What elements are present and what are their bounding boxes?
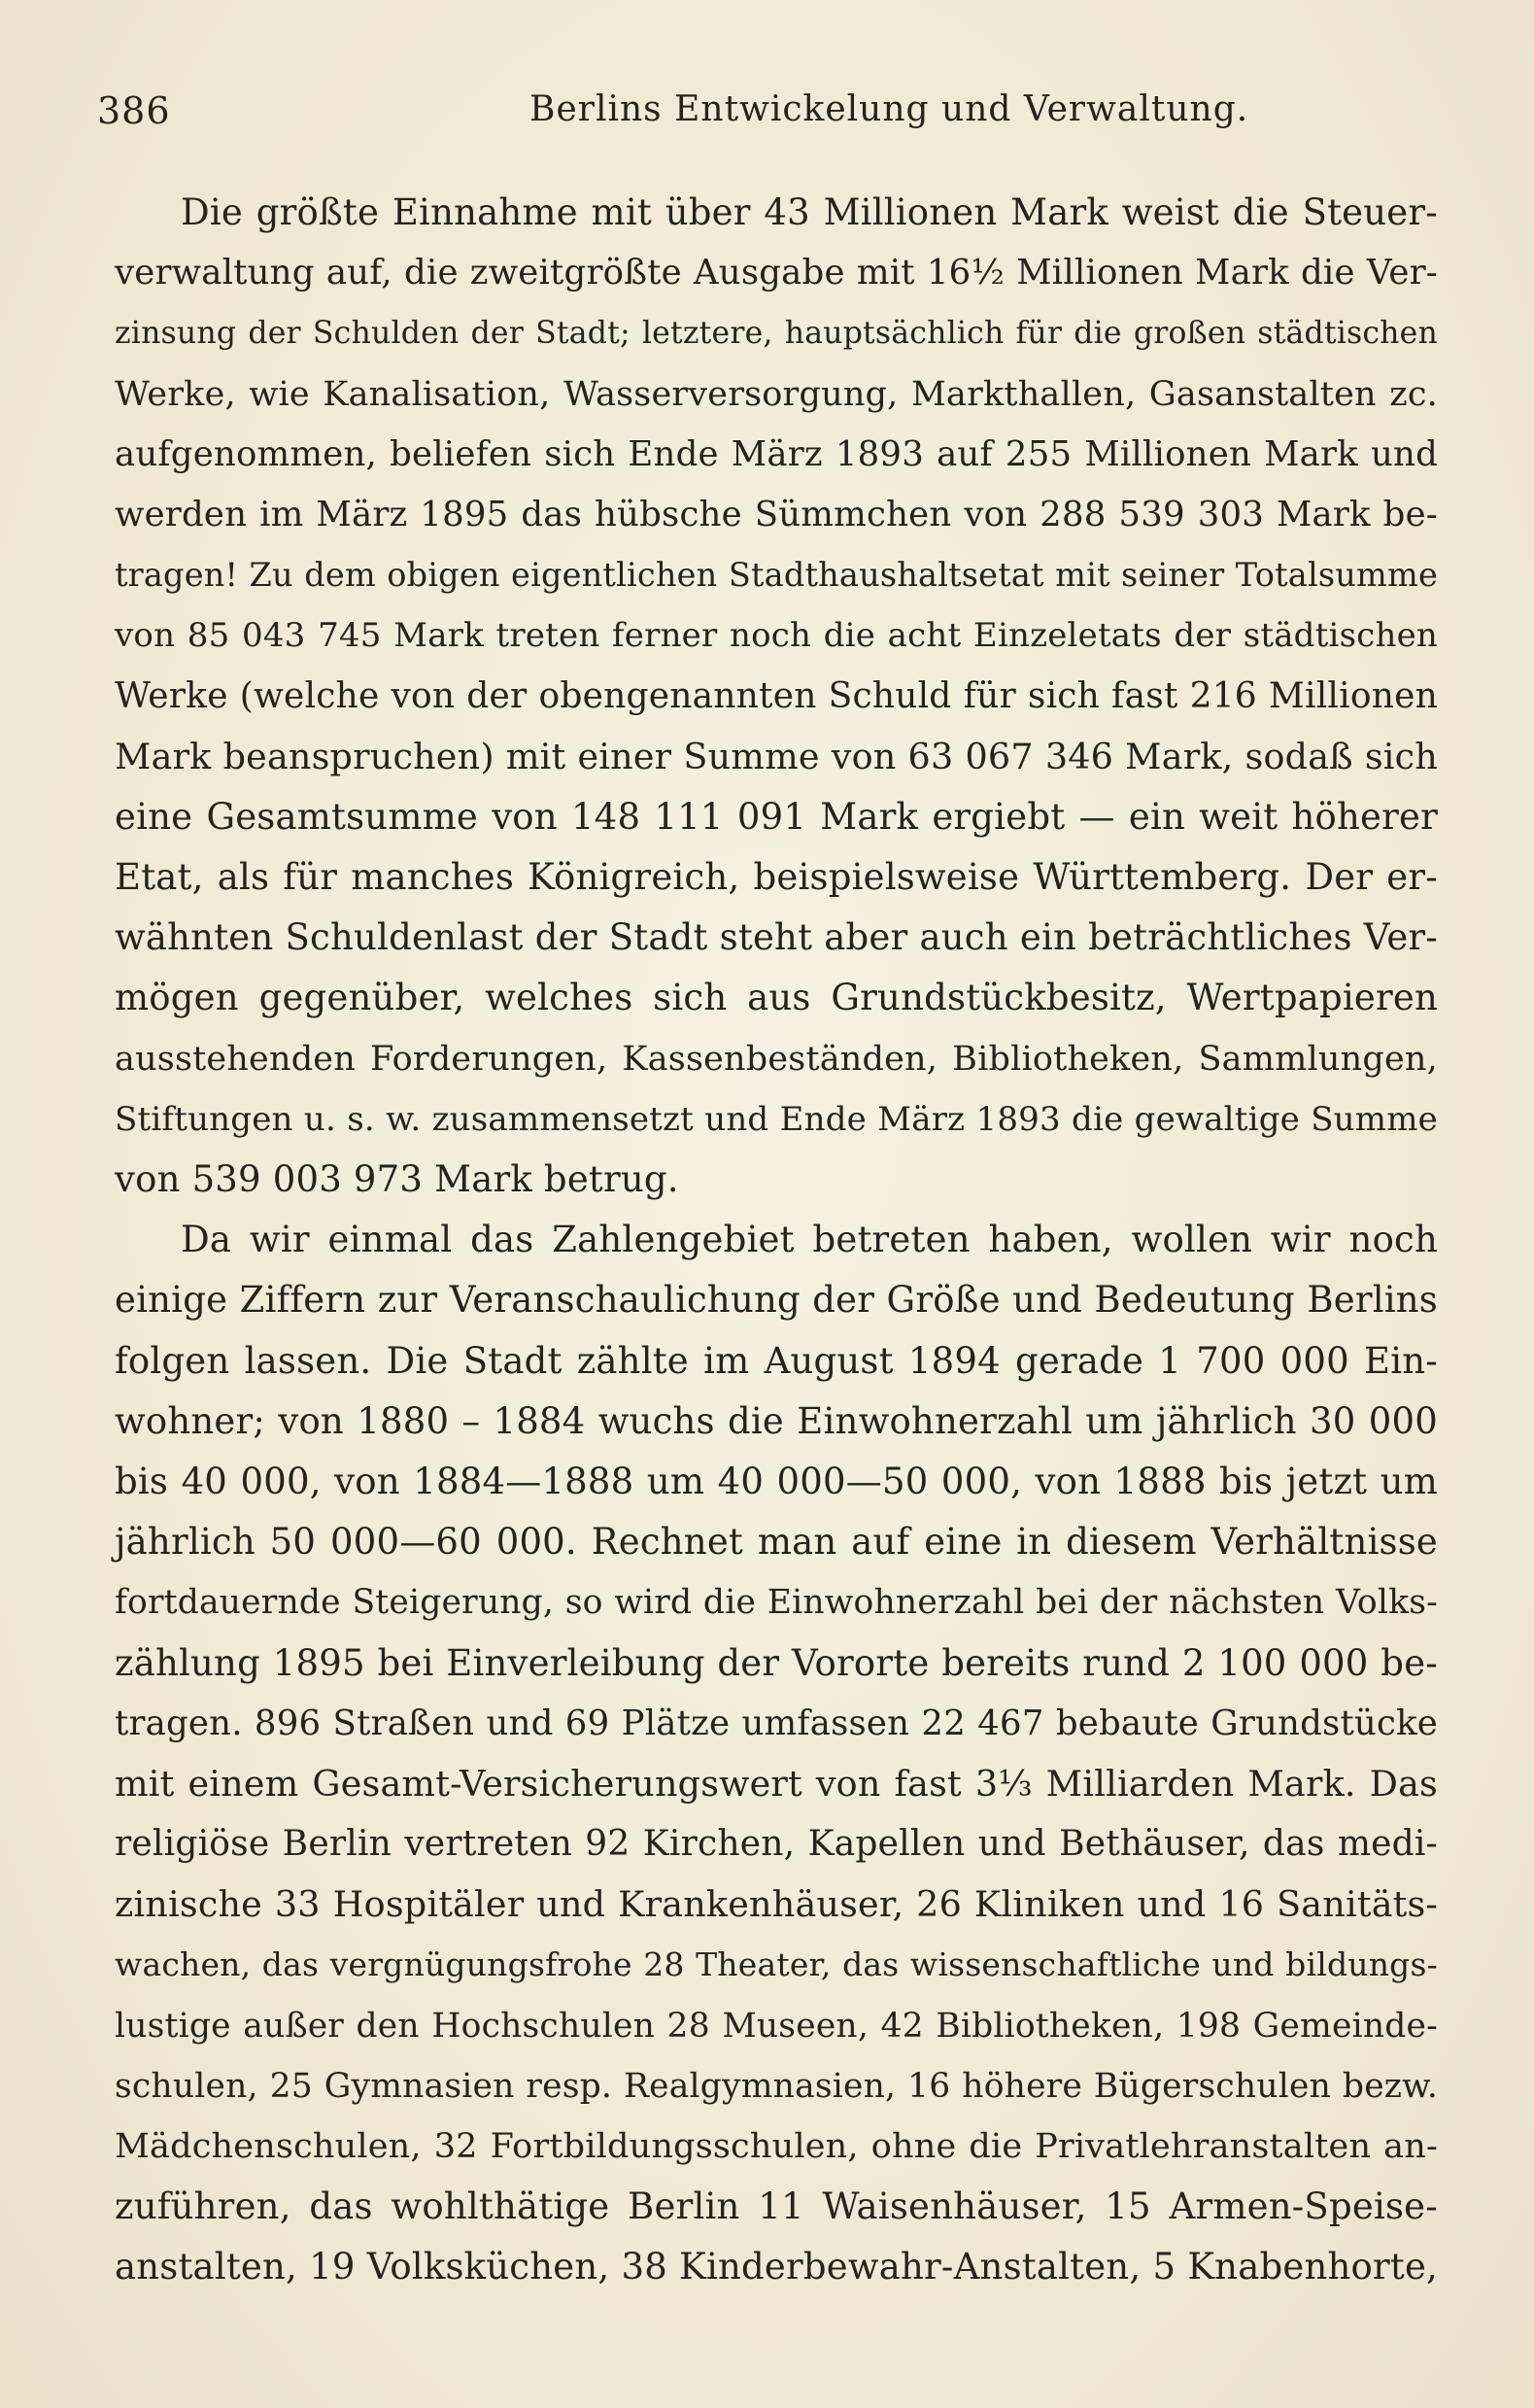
text-line: ausstehenden Forderungen, Kassenbeständen, Bibliotheken, Sammlungen, (115, 1039, 1438, 1079)
text-line: wohner; von 1880 – 1884 wuchs die Einwohnerzahl um jährlich 30 000 (115, 1399, 1438, 1442)
text-line: Werke (welche von der obengenannten Schuld für sich fast 216 Millionen (115, 675, 1438, 716)
text-line: eine Gesamtsumme von 148 111 091 Mark ergiebt — ein weit höherer (115, 795, 1438, 838)
running-title: Berlins Entwickelung und Verwaltung. (529, 89, 1249, 129)
text-line: mit einem Gesamt-Versicherungswert von fast 3⅓ Milliarden Mark. Das (115, 1762, 1438, 1805)
text-line: von 539 003 973 Mark betrug. (115, 1158, 679, 1200)
text-line: religiöse Berlin vertreten 92 Kirchen, Kapellen und Bethäuser, das medi- (115, 1824, 1438, 1865)
text-line: tragen! Zu dem obigen eigentlichen Stadthaushaltsetat mit seiner Totalsumme (115, 556, 1438, 595)
text-line: Die größte Einnahme mit über 43 Millionen Mark weist die Steuer- (181, 191, 1438, 233)
text-line: mögen gegenüber, welches sich aus Grundstückbesitz, Wertpapieren (115, 977, 1438, 1019)
text-line: Stiftungen u. s. w. zusammensetzt und Ende März 1893 die gewaltige Summe (115, 1099, 1438, 1139)
text-line: anstalten, 19 Volksküchen, 38 Kinderbewahr-Anstalten, 5 Knabenhorte, (115, 2246, 1438, 2288)
text-line: einige Ziffern zur Veranschaulichung der Größe und Bedeutung Berlins (115, 1279, 1438, 1322)
text-line: von 85 043 745 Mark treten ferner noch die acht Einzeletats der städtischen (115, 616, 1438, 656)
text-line: schulen, 25 Gymnasien resp. Realgymnasien, 16 höhere Bügerschulen bezw. (115, 2066, 1438, 2106)
page-number: 386 (97, 89, 171, 132)
text-line: werden im März 1895 das hübsche Sümmchen von 288 539 303 Mark be- (115, 494, 1438, 534)
text-line: Da wir einmal das Zahlengebiet betreten haben, wollen wir noch (181, 1219, 1438, 1261)
paragraph (115, 1210, 1438, 2297)
text-line: bis 40 000, von 1884—1888 um 40 000—50 000, von 1888 bis jetzt um (115, 1460, 1438, 1502)
text-line: Etat, als für manches Königreich, beispielsweise Württemberg. Der er- (115, 856, 1438, 899)
text-line: tragen. 896 Straßen und 69 Plätze umfassen 22 467 bebaute Grundstücke (115, 1703, 1438, 1743)
text-line: jährlich 50 000—60 000. Rechnet man auf eine in diesem Verhältnisse (115, 1521, 1438, 1564)
text-line: zuführen, das wohlthätige Berlin 11 Waisenhäuser, 15 Armen-Speise- (115, 2185, 1438, 2228)
text-line: zinische 33 Hospitäler und Krankenhäuser, 26 Kliniken und 16 Sanitäts- (115, 1883, 1438, 1926)
text-line: zinsung der Schulden der Stadt; letztere, hauptsächlich für die großen städtischen (115, 316, 1438, 352)
text-line: aufgenommen, beliefen sich Ende März 1893 auf 255 Millionen Mark und (115, 433, 1438, 474)
text-line: lustige außer den Hochschulen 28 Museen, 42 Bibliotheken, 198 Gemeinde- (115, 2006, 1438, 2046)
text-line: Mark beanspruchen) mit einer Summe von 63 067 346 Mark, sodaß sich (115, 735, 1438, 777)
text-line: wachen, das vergnügungsfrohe 28 Theater, das wissenschaftliche und bildungs- (115, 1945, 1438, 1984)
text-line: verwaltung auf, die zweitgrößte Ausgabe mit 16½ Millionen Mark die Ver- (115, 253, 1438, 293)
paragraph (115, 183, 1438, 1210)
text-line: Mädchenschulen, 32 Fortbildungsschulen, ohne die Privatlehranstalten an- (115, 2127, 1438, 2166)
text-line: zählung 1895 bei Einverleibung der Vororte bereits rund 2 100 000 be- (115, 1641, 1438, 1684)
body-text (115, 183, 1438, 2298)
text-line: Werke, wie Kanalisation, Wasserversorgung, Markthallen, Gasanstalten zc. (115, 374, 1438, 414)
text-line: fortdauernde Steigerung, so wird die Einwohnerzahl bei der nächsten Volks- (115, 1583, 1438, 1623)
text-line: folgen lassen. Die Stadt zählte im August 1894 gerade 1 700 000 Ein- (115, 1339, 1438, 1382)
page-header (97, 89, 1438, 144)
text-line: wähnten Schuldenlast der Stadt steht aber auch ein beträchtliches Ver- (115, 916, 1438, 959)
